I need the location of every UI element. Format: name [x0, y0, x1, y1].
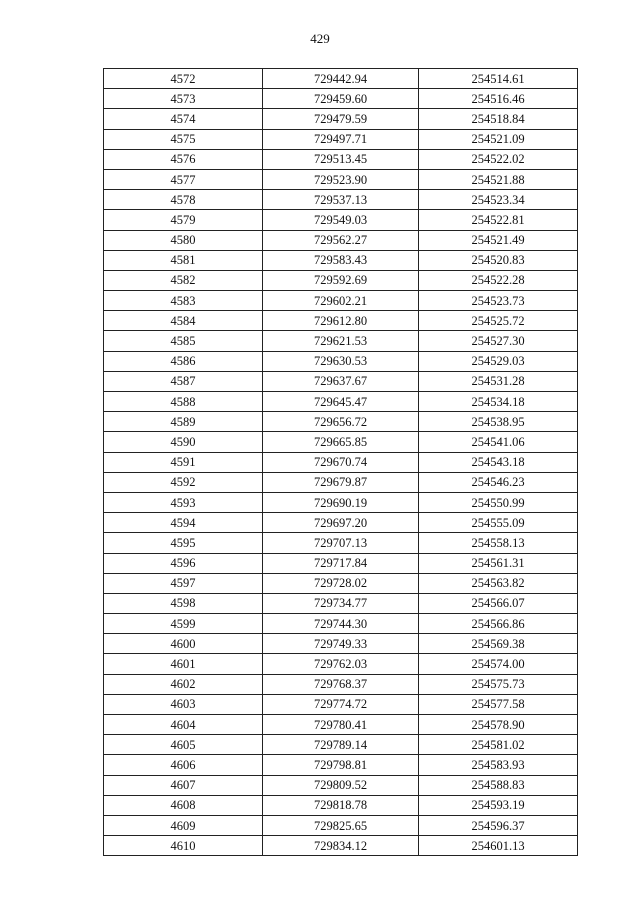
point-number-cell: 4594: [104, 513, 263, 533]
point-number-cell: 4595: [104, 533, 263, 553]
x-coordinate-cell: 729537.13: [263, 190, 419, 210]
y-coordinate-cell: 254543.18: [419, 452, 578, 472]
y-coordinate-cell: 254521.88: [419, 169, 578, 189]
y-coordinate-cell: 254538.95: [419, 412, 578, 432]
y-coordinate-cell: 254581.02: [419, 735, 578, 755]
x-coordinate-cell: 729818.78: [263, 795, 419, 815]
table-row: [104, 169, 578, 189]
y-coordinate-cell: 254558.13: [419, 533, 578, 553]
x-coordinate-cell: 729562.27: [263, 230, 419, 250]
point-number-cell: 4580: [104, 230, 263, 250]
point-number-cell: 4592: [104, 472, 263, 492]
table-row: [104, 230, 578, 250]
coordinates-table: [103, 68, 578, 856]
x-coordinate-cell: 729670.74: [263, 452, 419, 472]
point-number-cell: 4593: [104, 492, 263, 512]
x-coordinate-cell: 729612.80: [263, 311, 419, 331]
table-row: [104, 392, 578, 412]
y-coordinate-cell: 254525.72: [419, 311, 578, 331]
table-row: [104, 755, 578, 775]
point-number-cell: 4600: [104, 634, 263, 654]
x-coordinate-cell: 729825.65: [263, 815, 419, 835]
table-row: [104, 715, 578, 735]
table-row: [104, 634, 578, 654]
y-coordinate-cell: 254518.84: [419, 109, 578, 129]
x-coordinate-cell: 729513.45: [263, 149, 419, 169]
table-row: [104, 291, 578, 311]
point-number-cell: 4606: [104, 755, 263, 775]
table-row: [104, 513, 578, 533]
table-row: [104, 674, 578, 694]
x-coordinate-cell: 729592.69: [263, 270, 419, 290]
y-coordinate-cell: 254527.30: [419, 331, 578, 351]
point-number-cell: 4610: [104, 836, 263, 856]
x-coordinate-cell: 729780.41: [263, 715, 419, 735]
point-number-cell: 4585: [104, 331, 263, 351]
table-row: [104, 836, 578, 856]
point-number-cell: 4586: [104, 351, 263, 371]
table-row: [104, 795, 578, 815]
y-coordinate-cell: 254546.23: [419, 472, 578, 492]
x-coordinate-cell: 729479.59: [263, 109, 419, 129]
point-number-cell: 4574: [104, 109, 263, 129]
table-row: [104, 573, 578, 593]
y-coordinate-cell: 254575.73: [419, 674, 578, 694]
point-number-cell: 4599: [104, 614, 263, 634]
x-coordinate-cell: 729744.30: [263, 614, 419, 634]
x-coordinate-cell: 729734.77: [263, 593, 419, 613]
x-coordinate-cell: 729762.03: [263, 654, 419, 674]
x-coordinate-cell: 729602.21: [263, 291, 419, 311]
point-number-cell: 4602: [104, 674, 263, 694]
table-row: [104, 149, 578, 169]
point-number-cell: 4608: [104, 795, 263, 815]
point-number-cell: 4572: [104, 69, 263, 89]
y-coordinate-cell: 254566.07: [419, 593, 578, 613]
point-number-cell: 4582: [104, 270, 263, 290]
y-coordinate-cell: 254566.86: [419, 614, 578, 634]
y-coordinate-cell: 254516.46: [419, 89, 578, 109]
point-number-cell: 4604: [104, 715, 263, 735]
x-coordinate-cell: 729798.81: [263, 755, 419, 775]
point-number-cell: 4590: [104, 432, 263, 452]
point-number-cell: 4573: [104, 89, 263, 109]
point-number-cell: 4579: [104, 210, 263, 230]
table-row: [104, 815, 578, 835]
y-coordinate-cell: 254583.93: [419, 755, 578, 775]
table-row: [104, 452, 578, 472]
table-row: [104, 533, 578, 553]
table-row: [104, 553, 578, 573]
x-coordinate-cell: 729497.71: [263, 129, 419, 149]
table-row: [104, 412, 578, 432]
y-coordinate-cell: 254522.81: [419, 210, 578, 230]
point-number-cell: 4597: [104, 573, 263, 593]
x-coordinate-cell: 729707.13: [263, 533, 419, 553]
point-number-cell: 4577: [104, 169, 263, 189]
table-row: [104, 472, 578, 492]
y-coordinate-cell: 254523.34: [419, 190, 578, 210]
y-coordinate-cell: 254577.58: [419, 694, 578, 714]
x-coordinate-cell: 729523.90: [263, 169, 419, 189]
table-row: [104, 250, 578, 270]
table-row: [104, 331, 578, 351]
x-coordinate-cell: 729630.53: [263, 351, 419, 371]
x-coordinate-cell: 729665.85: [263, 432, 419, 452]
point-number-cell: 4583: [104, 291, 263, 311]
table-row: [104, 432, 578, 452]
table-row: [104, 371, 578, 391]
point-number-cell: 4588: [104, 392, 263, 412]
x-coordinate-cell: 729809.52: [263, 775, 419, 795]
x-coordinate-cell: 729459.60: [263, 89, 419, 109]
y-coordinate-cell: 254522.02: [419, 149, 578, 169]
x-coordinate-cell: 729728.02: [263, 573, 419, 593]
point-number-cell: 4596: [104, 553, 263, 573]
coordinates-table-body: [104, 69, 578, 856]
table-row: [104, 614, 578, 634]
table-row: [104, 735, 578, 755]
point-number-cell: 4584: [104, 311, 263, 331]
x-coordinate-cell: 729774.72: [263, 694, 419, 714]
table-row: [104, 270, 578, 290]
table-row: [104, 69, 578, 89]
y-coordinate-cell: 254578.90: [419, 715, 578, 735]
x-coordinate-cell: 729789.14: [263, 735, 419, 755]
point-number-cell: 4578: [104, 190, 263, 210]
table-row: [104, 654, 578, 674]
point-number-cell: 4601: [104, 654, 263, 674]
y-coordinate-cell: 254596.37: [419, 815, 578, 835]
x-coordinate-cell: 729637.67: [263, 371, 419, 391]
y-coordinate-cell: 254521.49: [419, 230, 578, 250]
x-coordinate-cell: 729645.47: [263, 392, 419, 412]
y-coordinate-cell: 254563.82: [419, 573, 578, 593]
point-number-cell: 4576: [104, 149, 263, 169]
y-coordinate-cell: 254569.38: [419, 634, 578, 654]
point-number-cell: 4587: [104, 371, 263, 391]
table-row: [104, 109, 578, 129]
y-coordinate-cell: 254561.31: [419, 553, 578, 573]
point-number-cell: 4598: [104, 593, 263, 613]
y-coordinate-cell: 254534.18: [419, 392, 578, 412]
x-coordinate-cell: 729697.20: [263, 513, 419, 533]
x-coordinate-cell: 729834.12: [263, 836, 419, 856]
table-row: [104, 694, 578, 714]
x-coordinate-cell: 729549.03: [263, 210, 419, 230]
x-coordinate-cell: 729679.87: [263, 472, 419, 492]
table-row: [104, 311, 578, 331]
y-coordinate-cell: 254593.19: [419, 795, 578, 815]
point-number-cell: 4603: [104, 694, 263, 714]
table-row: [104, 351, 578, 371]
table-row: [104, 129, 578, 149]
y-coordinate-cell: 254550.99: [419, 492, 578, 512]
point-number-cell: 4591: [104, 452, 263, 472]
x-coordinate-cell: 729621.53: [263, 331, 419, 351]
point-number-cell: 4605: [104, 735, 263, 755]
y-coordinate-cell: 254514.61: [419, 69, 578, 89]
y-coordinate-cell: 254521.09: [419, 129, 578, 149]
y-coordinate-cell: 254531.28: [419, 371, 578, 391]
y-coordinate-cell: 254555.09: [419, 513, 578, 533]
point-number-cell: 4575: [104, 129, 263, 149]
point-number-cell: 4589: [104, 412, 263, 432]
table-row: [104, 190, 578, 210]
y-coordinate-cell: 254574.00: [419, 654, 578, 674]
y-coordinate-cell: 254541.06: [419, 432, 578, 452]
x-coordinate-cell: 729749.33: [263, 634, 419, 654]
y-coordinate-cell: 254601.13: [419, 836, 578, 856]
table-row: [104, 210, 578, 230]
table-row: [104, 492, 578, 512]
table-row: [104, 775, 578, 795]
y-coordinate-cell: 254523.73: [419, 291, 578, 311]
x-coordinate-cell: 729717.84: [263, 553, 419, 573]
x-coordinate-cell: 729583.43: [263, 250, 419, 270]
page-number: 429: [310, 31, 330, 46]
y-coordinate-cell: 254522.28: [419, 270, 578, 290]
table-row: [104, 593, 578, 613]
x-coordinate-cell: 729768.37: [263, 674, 419, 694]
point-number-cell: 4609: [104, 815, 263, 835]
x-coordinate-cell: 729656.72: [263, 412, 419, 432]
x-coordinate-cell: 729442.94: [263, 69, 419, 89]
point-number-cell: 4607: [104, 775, 263, 795]
y-coordinate-cell: 254588.83: [419, 775, 578, 795]
y-coordinate-cell: 254520.83: [419, 250, 578, 270]
table-row: [104, 89, 578, 109]
x-coordinate-cell: 729690.19: [263, 492, 419, 512]
y-coordinate-cell: 254529.03: [419, 351, 578, 371]
point-number-cell: 4581: [104, 250, 263, 270]
